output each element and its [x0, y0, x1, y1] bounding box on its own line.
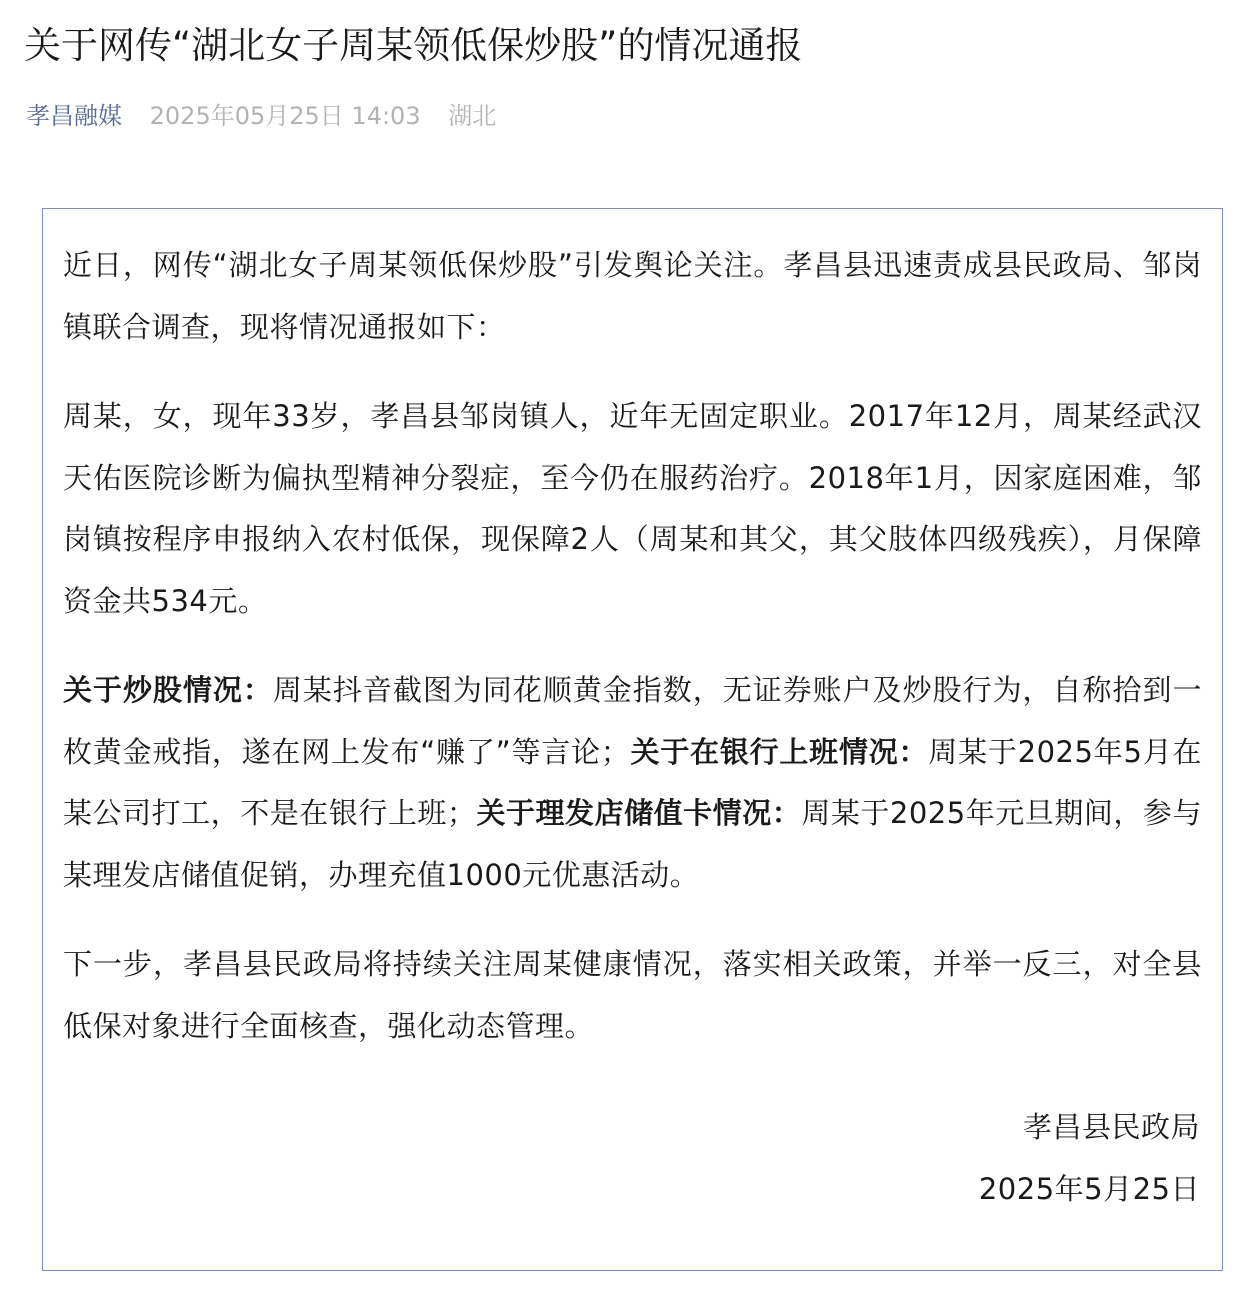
signature — [63, 1097, 1200, 1220]
notice-paragraph-findings — [63, 660, 1202, 906]
signature-organization: 孝昌县民政局 — [1022, 1110, 1200, 1144]
heading-stock-trading: 关于炒股情况： — [63, 673, 273, 707]
text-stock-trading: 周某抖音截图为同花顺黄金指数，无证券账户及炒股行为，自称拾到一枚黄金戒指，遂在网上发布“赚了”等言论； — [63, 673, 1202, 769]
heading-bank-job: 关于在银行上班情况： — [630, 734, 929, 769]
text-bank-job: 周某于2025年5月在某公司打工，不是在银行上班； — [63, 734, 1202, 830]
signature-date: 2025年5月25日 — [978, 1171, 1200, 1206]
heading-salon-card: 关于理发店储值卡情况： — [476, 796, 802, 830]
notice-paragraph-intro: 近日，网传“湖北女子周某领低保炒股”引发舆论关注。孝昌县迅速责成县民政局、邹岗镇联合调查，现将情况通报如下： — [63, 248, 1202, 344]
notice-paragraph-background: 周某，女，现年33岁，孝昌县邹岗镇人，近年无固定职业。2017年12月，周某经武汉天佑医院诊断为偏执型精神分裂症，至今仍在服药治疗。2018年1月，因家庭困难，邹岗镇按程序申报纳入农村低保，现保障2人（周某和其父，其父肢体四级残疾），月保障资金共534元。 — [63, 399, 1202, 618]
text-salon-card: 周某于2025年元旦期间，参与某理发店储值促销，办理充值1000元优惠活动。 — [63, 796, 1202, 892]
publish-location: 湖北 — [448, 102, 497, 130]
notice-paragraph-next-steps: 下一步，孝昌县民政局将持续关注周某健康情况，落实相关政策，并举一反三，对全县低保对象进行全面核查，强化动态管理。 — [63, 947, 1202, 1043]
article-title: 关于网传“湖北女子周某领低保炒股”的情况通报 — [24, 24, 803, 67]
source-account-link[interactable]: 孝昌融媒 — [26, 102, 122, 130]
article-meta — [26, 96, 496, 136]
publish-time: 2025年05月25日 14:03 — [149, 102, 421, 130]
notice-box — [42, 208, 1223, 1271]
